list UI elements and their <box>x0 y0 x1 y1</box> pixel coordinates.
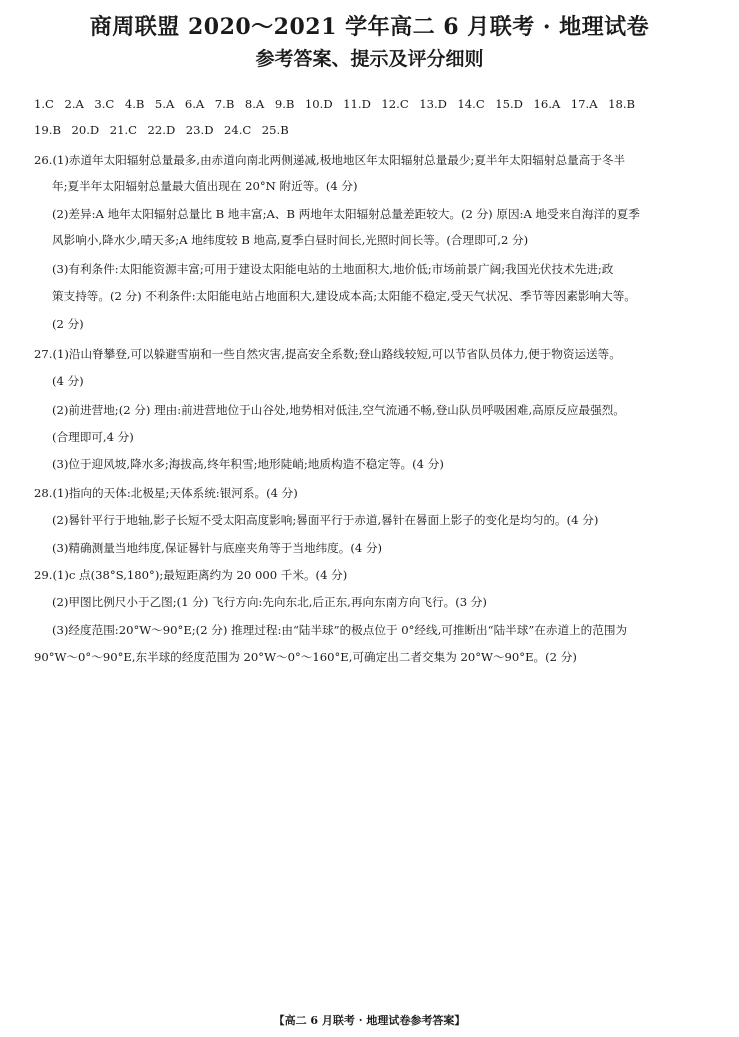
q29-line-3: (3)经度范围:20°W～90°E;(2 分) 推理过程:由“陆半球”的极点位于 0°经线,可推断出“陆半球”在赤道上的范围为 <box>52 623 628 637</box>
page-subtitle: 参考答案、提示及评分细则 <box>255 48 484 70</box>
q26-line-3: (2)差异:A 地年太阳辐射总量比 B 地丰富;A、B 两地年太阳辐射总量差距较大。(2 分) 原因:A 地受来自海洋的夏季 <box>52 207 640 221</box>
q27-line-4: (合理即可,4 分) <box>52 430 134 444</box>
answer-item: 11.D <box>343 97 371 111</box>
q27-line-2: (4 分) <box>52 374 84 388</box>
q28-line-2: (2)晷针平行于地轴,影子长短不受太阳高度影响;晷面平行于赤道,晷针在晷面上影子的变化是均匀的。(4 分) <box>52 513 599 527</box>
q26-line-2: 年;夏半年太阳辐射总量最大值出现在 20°N 附近等。(4 分) <box>52 179 358 193</box>
answer-item: 16.A <box>533 97 561 111</box>
answer-item: 13.D <box>419 97 447 111</box>
q27-line-5: (3)位于迎风坡,降水多;海拔高,终年积雪;地形陡峭;地质构造不稳定等。(4 分) <box>52 457 444 471</box>
q29-line-2: (2)甲图比例尺小于乙图;(1 分) 飞行方向:先向东北,后正东,再向东南方向飞行。(3 分) <box>52 595 487 609</box>
answer-item: 10.D <box>304 97 333 111</box>
answer-item: 21.C <box>109 123 138 137</box>
page-title: 商周联盟 2020～2021 学年高二 6 月联考 · 地理试卷 <box>89 14 650 40</box>
q26-line-6: 策支持等。(2 分) 不利条件:太阳能电站占地面积大,建设成本高;太阳能不稳定,受天气状况、季节等因素影响大等。 <box>52 289 636 303</box>
answer-item: 9.B <box>274 97 295 111</box>
q28-line-1: 28.(1)指向的天体:北极星;天体系统:银河系。(4 分) <box>34 486 298 500</box>
answer-item: 2.A <box>64 97 84 111</box>
answer-item: 1.C <box>34 97 54 111</box>
q29-line-4: 90°W～0°～90°E,东半球的经度范围为 20°W～0°～160°E,可确定出二者交集为 20°W～90°E。(2 分) <box>34 650 577 664</box>
answer-item: 23.D <box>185 123 214 137</box>
page-footer: 【高二 6 月联考 · 地理试卷参考答案】 <box>273 1014 466 1027</box>
q28-line-3: (3)精确测量当地纬度,保证晷针与底座夹角等于当地纬度。(4 分) <box>52 541 383 555</box>
answer-item: 12.C <box>381 97 409 111</box>
answer-item: 19.B <box>34 123 61 137</box>
answer-item: 6.A <box>184 97 205 111</box>
q27-line-3: (2)前进营地;(2 分) 理由:前进营地位于山谷处,地势相对低洼,空气流通不畅,登山队员呼吸困难,高原反应最强烈。 <box>52 403 625 417</box>
q26-line-7: (2 分) <box>52 317 84 331</box>
answer-item: 15.D <box>495 97 523 111</box>
answer-item: 22.D <box>147 123 176 137</box>
q27-line-1: 27.(1)沿山脊攀登,可以躲避雪崩和一些自然灾害,提高安全系数;登山路线较短,可以节省队员体力,便于物资运送等。 <box>34 347 621 361</box>
answers-row-1 <box>34 97 635 111</box>
q26-line-4: 风影响小,降水少,晴天多;A 地纬度较 B 地高,夏季白昼时间长,光照时间长等。(合理即可,2 分) <box>52 233 529 247</box>
answer-item: 18.B <box>608 97 636 111</box>
answer-item: 8.A <box>244 97 265 111</box>
answer-item: 20.D <box>71 123 100 137</box>
q29-line-1: 29.(1)c 点(38°S,180°);最短距离约为 20 000 千米。(4 分) <box>34 568 348 582</box>
answer-item: 7.B <box>214 97 235 111</box>
answer-item: 5.A <box>154 97 175 111</box>
answer-item: 24.C <box>223 123 252 137</box>
q26-line-5: (3)有利条件:太阳能资源丰富;可用于建设太阳能电站的土地面积大,地价低;市场前景广阔;我国光伏技术先进;政 <box>52 262 614 276</box>
answer-item: 25.B <box>261 123 289 137</box>
answer-item: 14.C <box>457 97 485 111</box>
answer-item: 17.A <box>570 97 598 111</box>
q26-line-1: 26.(1)赤道年太阳辐射总量最多,由赤道向南北两侧递减,极地地区年太阳辐射总量最少;夏半年太阳辐射总量高于冬半 <box>34 153 626 167</box>
answers-row-2 <box>34 123 299 137</box>
answer-item: 3.C <box>94 97 115 111</box>
answer-item: 4.B <box>124 97 145 111</box>
